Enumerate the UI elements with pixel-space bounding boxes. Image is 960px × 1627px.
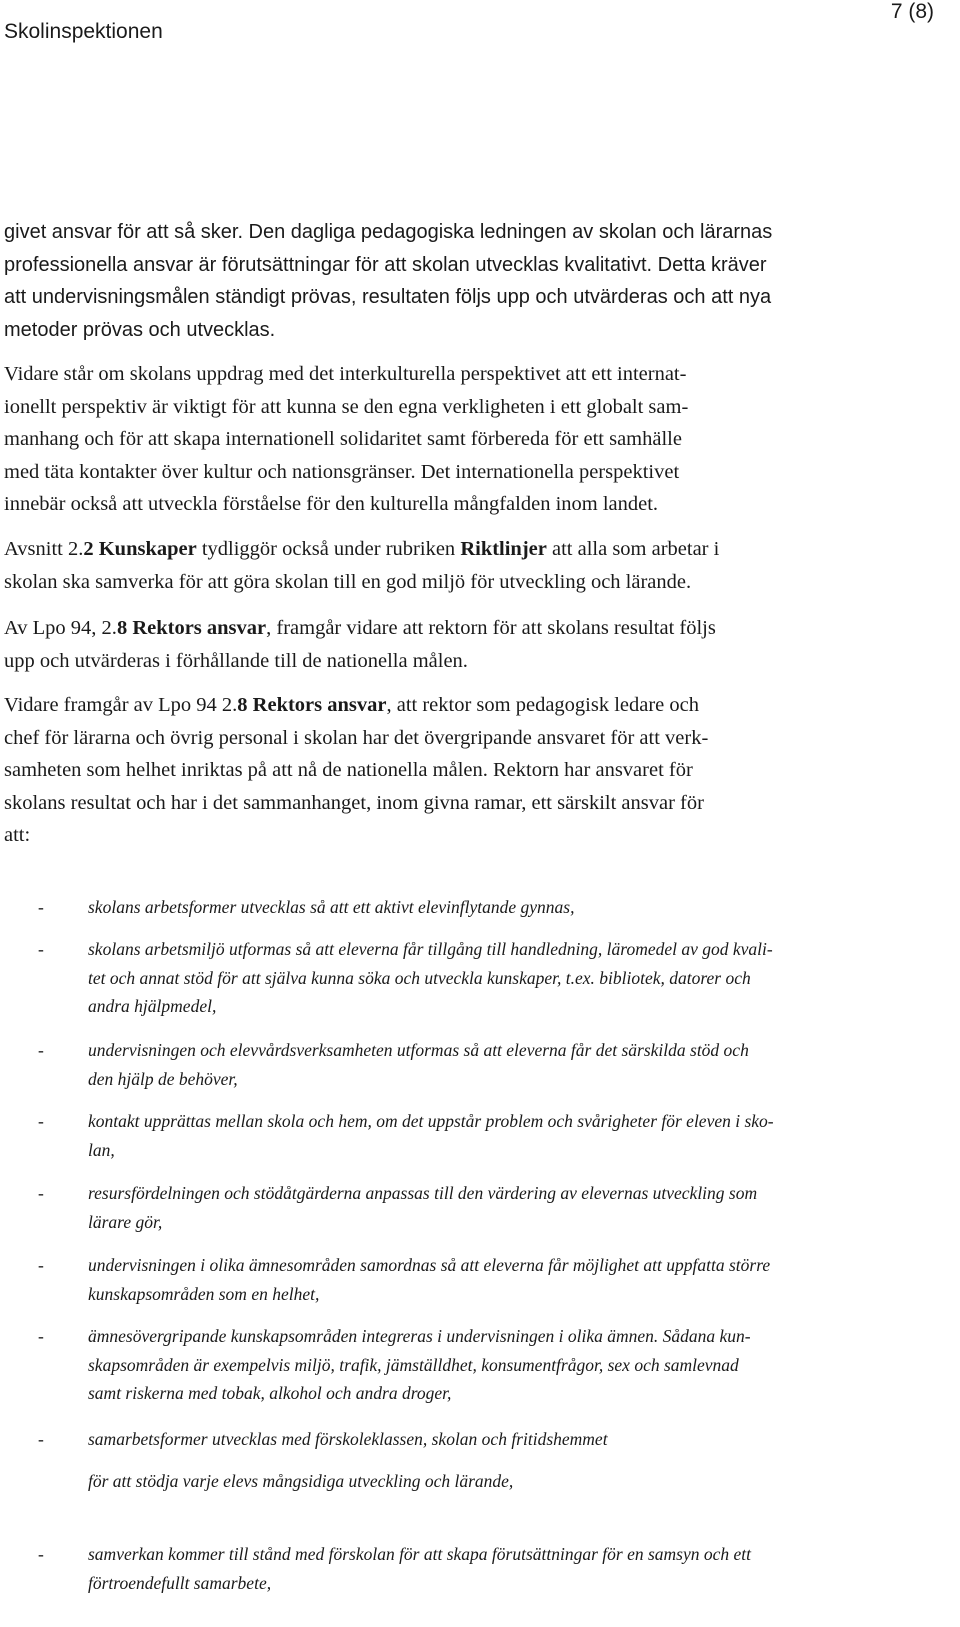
paragraph-section-2-8 <box>4 612 929 677</box>
paragraph-line: ionellt perspektiv är viktigt för att kunna se den egna verkligheten i ett globalt sam- <box>4 395 689 418</box>
paragraph-intercultural <box>4 358 929 521</box>
list-item-line: skolans arbetsformer utvecklas så att ett aktivt elevinflytande gynnas, <box>88 897 575 917</box>
list-item-line: ämnesövergripande kunskapsområden integreras i undervisningen i olika ämnen. Sådana kun- <box>88 1326 751 1346</box>
list-item-line: undervisningen och elevvårdsverksamheten utformas så att eleverna får det särskilda stöd och <box>88 1040 749 1060</box>
list-item-line: samverkan kommer till stånd med förskolan för att skapa förutsättningar för en samsyn och ett <box>88 1544 752 1564</box>
list-item-line: resursfördelningen och stödåtgärderna anpassas till den värdering av elevernas utveckling som <box>88 1183 758 1203</box>
paragraph-principal-responsibility <box>4 689 929 852</box>
intro-paragraph <box>4 216 929 346</box>
header-organization: Skolinspektionen <box>4 20 163 43</box>
list-item-line: samarbetsformer utvecklas med förskoleklassen, skolan och fritidshemmet <box>88 1429 608 1449</box>
rubric-reference: Riktlinjer <box>460 538 547 560</box>
list-item-line: kunskapsområden som en helhet, <box>88 1283 320 1304</box>
paragraph-line <box>4 533 929 566</box>
text-run: , att rektor som pedagogisk ledare och <box>386 694 700 716</box>
paragraph-line: Vidare står om skolans uppdrag med det interkulturella perspektivet att ett internat- <box>4 363 687 385</box>
text-run: Avsnitt 2. <box>4 538 84 560</box>
list-item-line: kontakt upprättas mellan skola och hem, om det uppstår problem och svårigheter för eleven i sko- <box>88 1111 774 1131</box>
list-dash: - <box>38 1111 44 1131</box>
paragraph-section-2-2 <box>4 533 929 598</box>
paragraph-line: att undervisningsmålen ständigt prövas, resultaten följs upp och utvärderas och att nya <box>4 286 772 308</box>
paragraph-line: upp och utvärderas i förhållande till de nationella målen. <box>4 649 468 672</box>
section-reference: 8 Rektors ansvar <box>116 617 267 639</box>
text-run: Vidare framgår av Lpo 94 2. <box>4 694 238 716</box>
list-dash: - <box>38 1544 44 1564</box>
list-item-line: lan, <box>88 1139 115 1160</box>
list-dash: - <box>38 1183 44 1203</box>
list-item-line: samt riskerna med tobak, alkohol och andra droger, <box>88 1383 452 1403</box>
list-dash: - <box>38 1040 44 1060</box>
paragraph-line <box>4 612 929 645</box>
paragraph-line: professionella ansvar är förutsättningar för att skolan utvecklas kvalitativt. Detta kräver <box>4 253 767 276</box>
list-item-line: undervisningen i olika ämnesområden samordnas så att eleverna får möjlighet att uppfatta större <box>88 1255 771 1275</box>
paragraph-line: chef för lärarna och övrig personal i skolan har det övergripande ansvaret för att verk- <box>4 726 709 749</box>
section-reference: 2 Kunskaper <box>83 538 197 560</box>
paragraph-line: metoder prövas och utvecklas. <box>4 318 276 341</box>
list-item-line: skolans arbetsmiljö utformas så att eleverna får tillgång till handledning, läromedel av god kvali- <box>88 939 773 959</box>
list-dash: - <box>38 1326 44 1346</box>
paragraph-line: skolan ska samverka för att göra skolan till en god miljö för utveckling och lärande. <box>4 570 692 593</box>
paragraph-line: att: <box>4 824 31 846</box>
paragraph-line: med täta kontakter över kultur och nationsgränser. Det internationella perspektivet <box>4 460 680 483</box>
list-item-line: tet och annat stöd för att själva kunna söka och utveckla kunskaper, t.ex. bibliotek, datorer och <box>88 967 751 988</box>
text-run: Av Lpo 94, 2. <box>4 617 117 639</box>
list-dash: - <box>38 939 44 959</box>
text-run: tydliggör också under rubriken <box>196 538 461 560</box>
text-run: att alla som arbetar i <box>546 538 720 560</box>
text-run: , framgår vidare att rektorn för att skolans resultat följs <box>266 617 716 639</box>
section-reference: 8 Rektors ansvar <box>237 694 387 716</box>
paragraph-line: manhang och för att skapa internationell solidaritet samt förbereda för ett samhälle <box>4 428 682 450</box>
list-dash: - <box>38 897 44 917</box>
list-item-line: för att stödja varje elevs mångsidiga utveckling och lärande, <box>88 1471 514 1491</box>
paragraph-line: givet ansvar för att så sker. Den dagliga pedagogiska ledningen av skolan och lärarnas <box>4 221 773 243</box>
list-item-line: förtroendefullt samarbete, <box>88 1572 272 1593</box>
list-dash: - <box>38 1429 44 1449</box>
list-item-line: skapsområden är exempelvis miljö, trafik, jämställdhet, konsumentfrågor, sex och samlevnad <box>88 1354 739 1375</box>
paragraph-line <box>4 689 929 722</box>
list-item-line: andra hjälpmedel, <box>88 996 217 1016</box>
list-dash: - <box>38 1255 44 1275</box>
list-item-line: lärare gör, <box>88 1211 163 1232</box>
list-item-line: den hjälp de behöver, <box>88 1068 238 1089</box>
paragraph-line: innebär också att utveckla förståelse för den kulturella mångfalden inom landet. <box>4 493 659 515</box>
paragraph-line: samheten som helhet inriktas på att nå de nationella målen. Rektorn har ansvaret för <box>4 759 693 781</box>
paragraph-line: skolans resultat och har i det sammanhanget, inom givna ramar, ett särskilt ansvar för <box>4 791 704 814</box>
header-page-number: 7 (8) <box>890 0 934 23</box>
